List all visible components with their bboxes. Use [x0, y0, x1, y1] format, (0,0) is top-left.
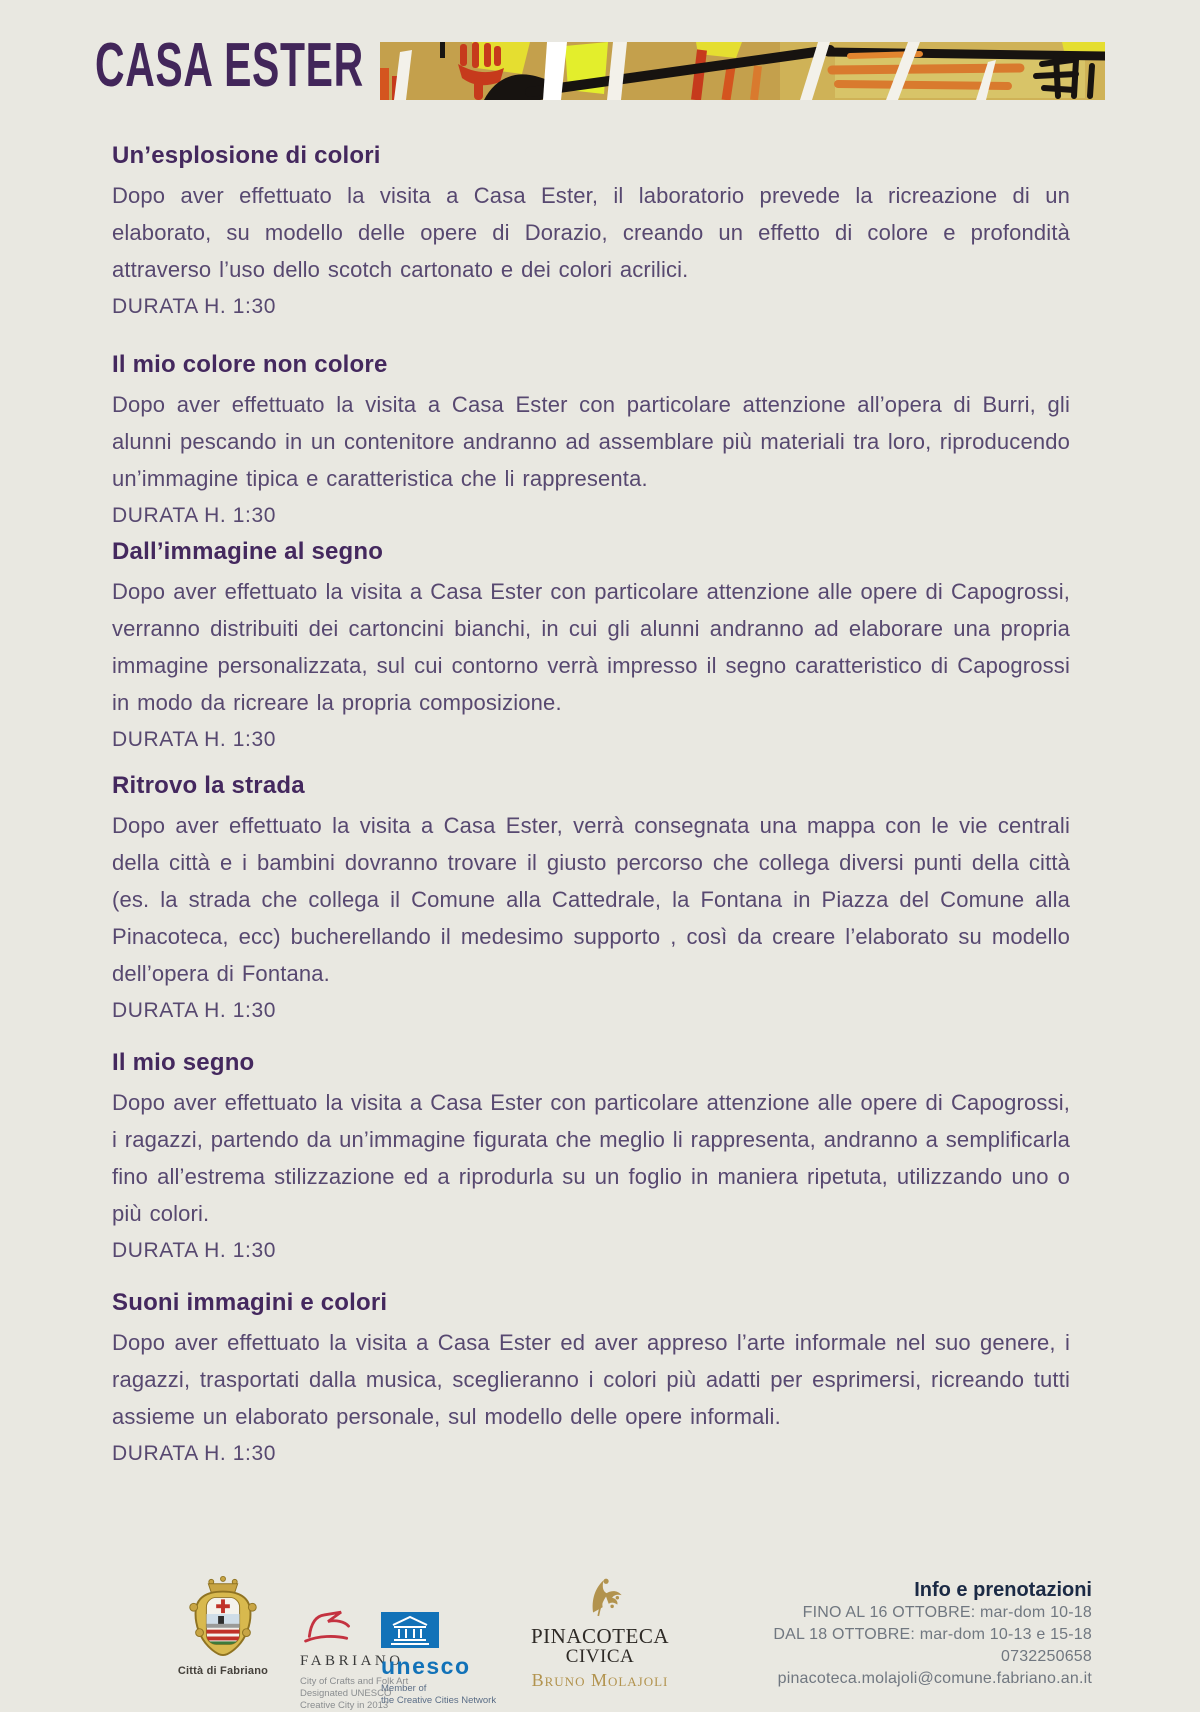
fabriano-subtext: City of Crafts and Folk Art Designated UNESCO Creative City in 2013 — [300, 1676, 409, 1711]
workshop-section-ritrovo-la-strada — [112, 772, 1070, 1029]
workshop-section-immagine-al-segno — [112, 538, 1070, 758]
info-email: pinacoteca.molajoli@comune.fabriano.an.it — [777, 1670, 1092, 1687]
workshop-duration: DURATA H. 1:30 — [112, 1239, 277, 1262]
fabriano-signature-icon — [300, 1610, 356, 1646]
pinacoteca-logo — [530, 1572, 670, 1691]
workshop-section-esplosione — [112, 142, 1070, 325]
workshop-description: Dopo aver effettuato la visita a Casa Ester con particolare attenzione alle opere di Capogrossi, verranno distribuiti dei cartoncini bianchi, in cui gli alunni andranno ad elaborare una propria immagine personalizzata, sul cui contorno verrà impresso il segno caratteristico di Capogrossi in modo da ricreare la propria composizione. — [112, 579, 1070, 715]
workshop-description: Dopo aver effettuato la visita a Casa Ester con particolare attenzione alle opere di Capogrossi, i ragazzi, partendo da un’immagine figurata che meglio li rappresenta, andranno a semplificarla fino all’estrema stilizzazione ed a riprodurla su un foglio in maniera ripetuta, utilizzando uno o più colori. — [112, 1090, 1070, 1226]
page-title: CASA ESTER — [95, 31, 364, 100]
workshop-title: Dall’immagine al segno — [112, 538, 384, 565]
header-artwork-banner — [380, 42, 1105, 100]
info-opening-hours-2: DAL 18 OTTOBRE: mar-dom 10-13 e 15-18 — [773, 1626, 1092, 1643]
workshop-title: Il mio colore non colore — [112, 351, 388, 378]
footer — [0, 1566, 1200, 1711]
workshop-section-il-mio-segno — [112, 1049, 1070, 1269]
comune-fabriano-logo — [163, 1574, 283, 1677]
workshop-description: Dopo aver effettuato la visita a Casa Ester ed aver appreso l’arte informale nel suo genere, i ragazzi, trasportati dalla musica, sceglieranno i colori più adatti per esprimersi, ricreando tutti assieme un elaborato personale, sul modello delle opere informali. — [112, 1330, 1070, 1429]
unesco-logo — [381, 1612, 521, 1707]
workshop-duration: DURATA H. 1:30 — [112, 1442, 277, 1465]
workshop-title: Ritrovo la strada — [112, 772, 305, 799]
workshop-description: Dopo aver effettuato la visita a Casa Ester, il laboratorio prevede la ricreazione di un elaborato, su modello delle opere di Dorazio, creando un effetto di colore e profondità attraverso l’uso dello scotch cartonato e dei colori acrilici. — [112, 183, 1070, 282]
workshop-title: Un’esplosione di colori — [112, 142, 381, 169]
info-title: Info e prenotazioni — [914, 1579, 1092, 1601]
workshop-duration: DURATA H. 1:30 — [112, 999, 277, 1022]
pinacoteca-wordmark-line2: CIVICA — [565, 1646, 635, 1667]
workshop-section-suoni-immagini-colori — [112, 1289, 1070, 1472]
unesco-wordmark: unesco — [381, 1653, 471, 1679]
abstract-painting-image — [380, 42, 1105, 100]
pinacoteca-wordmark-line1: PINACOTECA — [530, 1624, 669, 1648]
workshop-duration: DURATA H. 1:30 — [112, 504, 277, 527]
fabriano-wordmark: FABRIANO — [300, 1653, 404, 1669]
workshop-title: Il mio segno — [112, 1049, 255, 1076]
coat-of-arms-icon — [178, 1574, 268, 1658]
workshop-title: Suoni immagini e colori — [112, 1289, 388, 1316]
workshop-section-colore-non-colore — [112, 351, 1070, 534]
info-opening-hours-1: FINO AL 16 OTTOBRE: mar-dom 10-18 — [802, 1604, 1092, 1621]
workshop-duration: DURATA H. 1:30 — [112, 295, 277, 318]
workshop-list — [112, 142, 1070, 1472]
unesco-temple-icon — [381, 1612, 439, 1648]
comune-fabriano-caption: Città di Fabriano — [177, 1665, 269, 1677]
info-prenotazioni-block — [773, 1578, 1092, 1690]
pinacoteca-emblem-icon — [574, 1572, 626, 1620]
info-phone: 0732250658 — [1001, 1648, 1092, 1665]
workshop-description: Dopo aver effettuato la visita a Casa Ester, verrà consegnata una mappa con le vie centrali della città e i bambini dovranno trovare il giusto percorso che collega diversi punti della città (es. la strada che collega il Comune alla Cattedrale, la Fontana in Piazza del Comune alla Pinacoteca, ecc) bucherellando il medesimo supporto , così da creare l’elaborato su modello dell’opera di Fontana. — [112, 813, 1070, 986]
workshop-description: Dopo aver effettuato la visita a Casa Ester con particolare attenzione all’opera di Burri, gli alunni pescando in un contenitore andranno ad assemblare più materiali tra loro, riproducendo un’immagine tipica e caratteristica che li rappresenta. — [112, 392, 1070, 491]
pinacoteca-wordmark-line3: Bruno Molajoli — [531, 1670, 669, 1690]
unesco-subtext: Member of the Creative Cities Network — [381, 1683, 497, 1706]
workshop-duration: DURATA H. 1:30 — [112, 728, 277, 751]
